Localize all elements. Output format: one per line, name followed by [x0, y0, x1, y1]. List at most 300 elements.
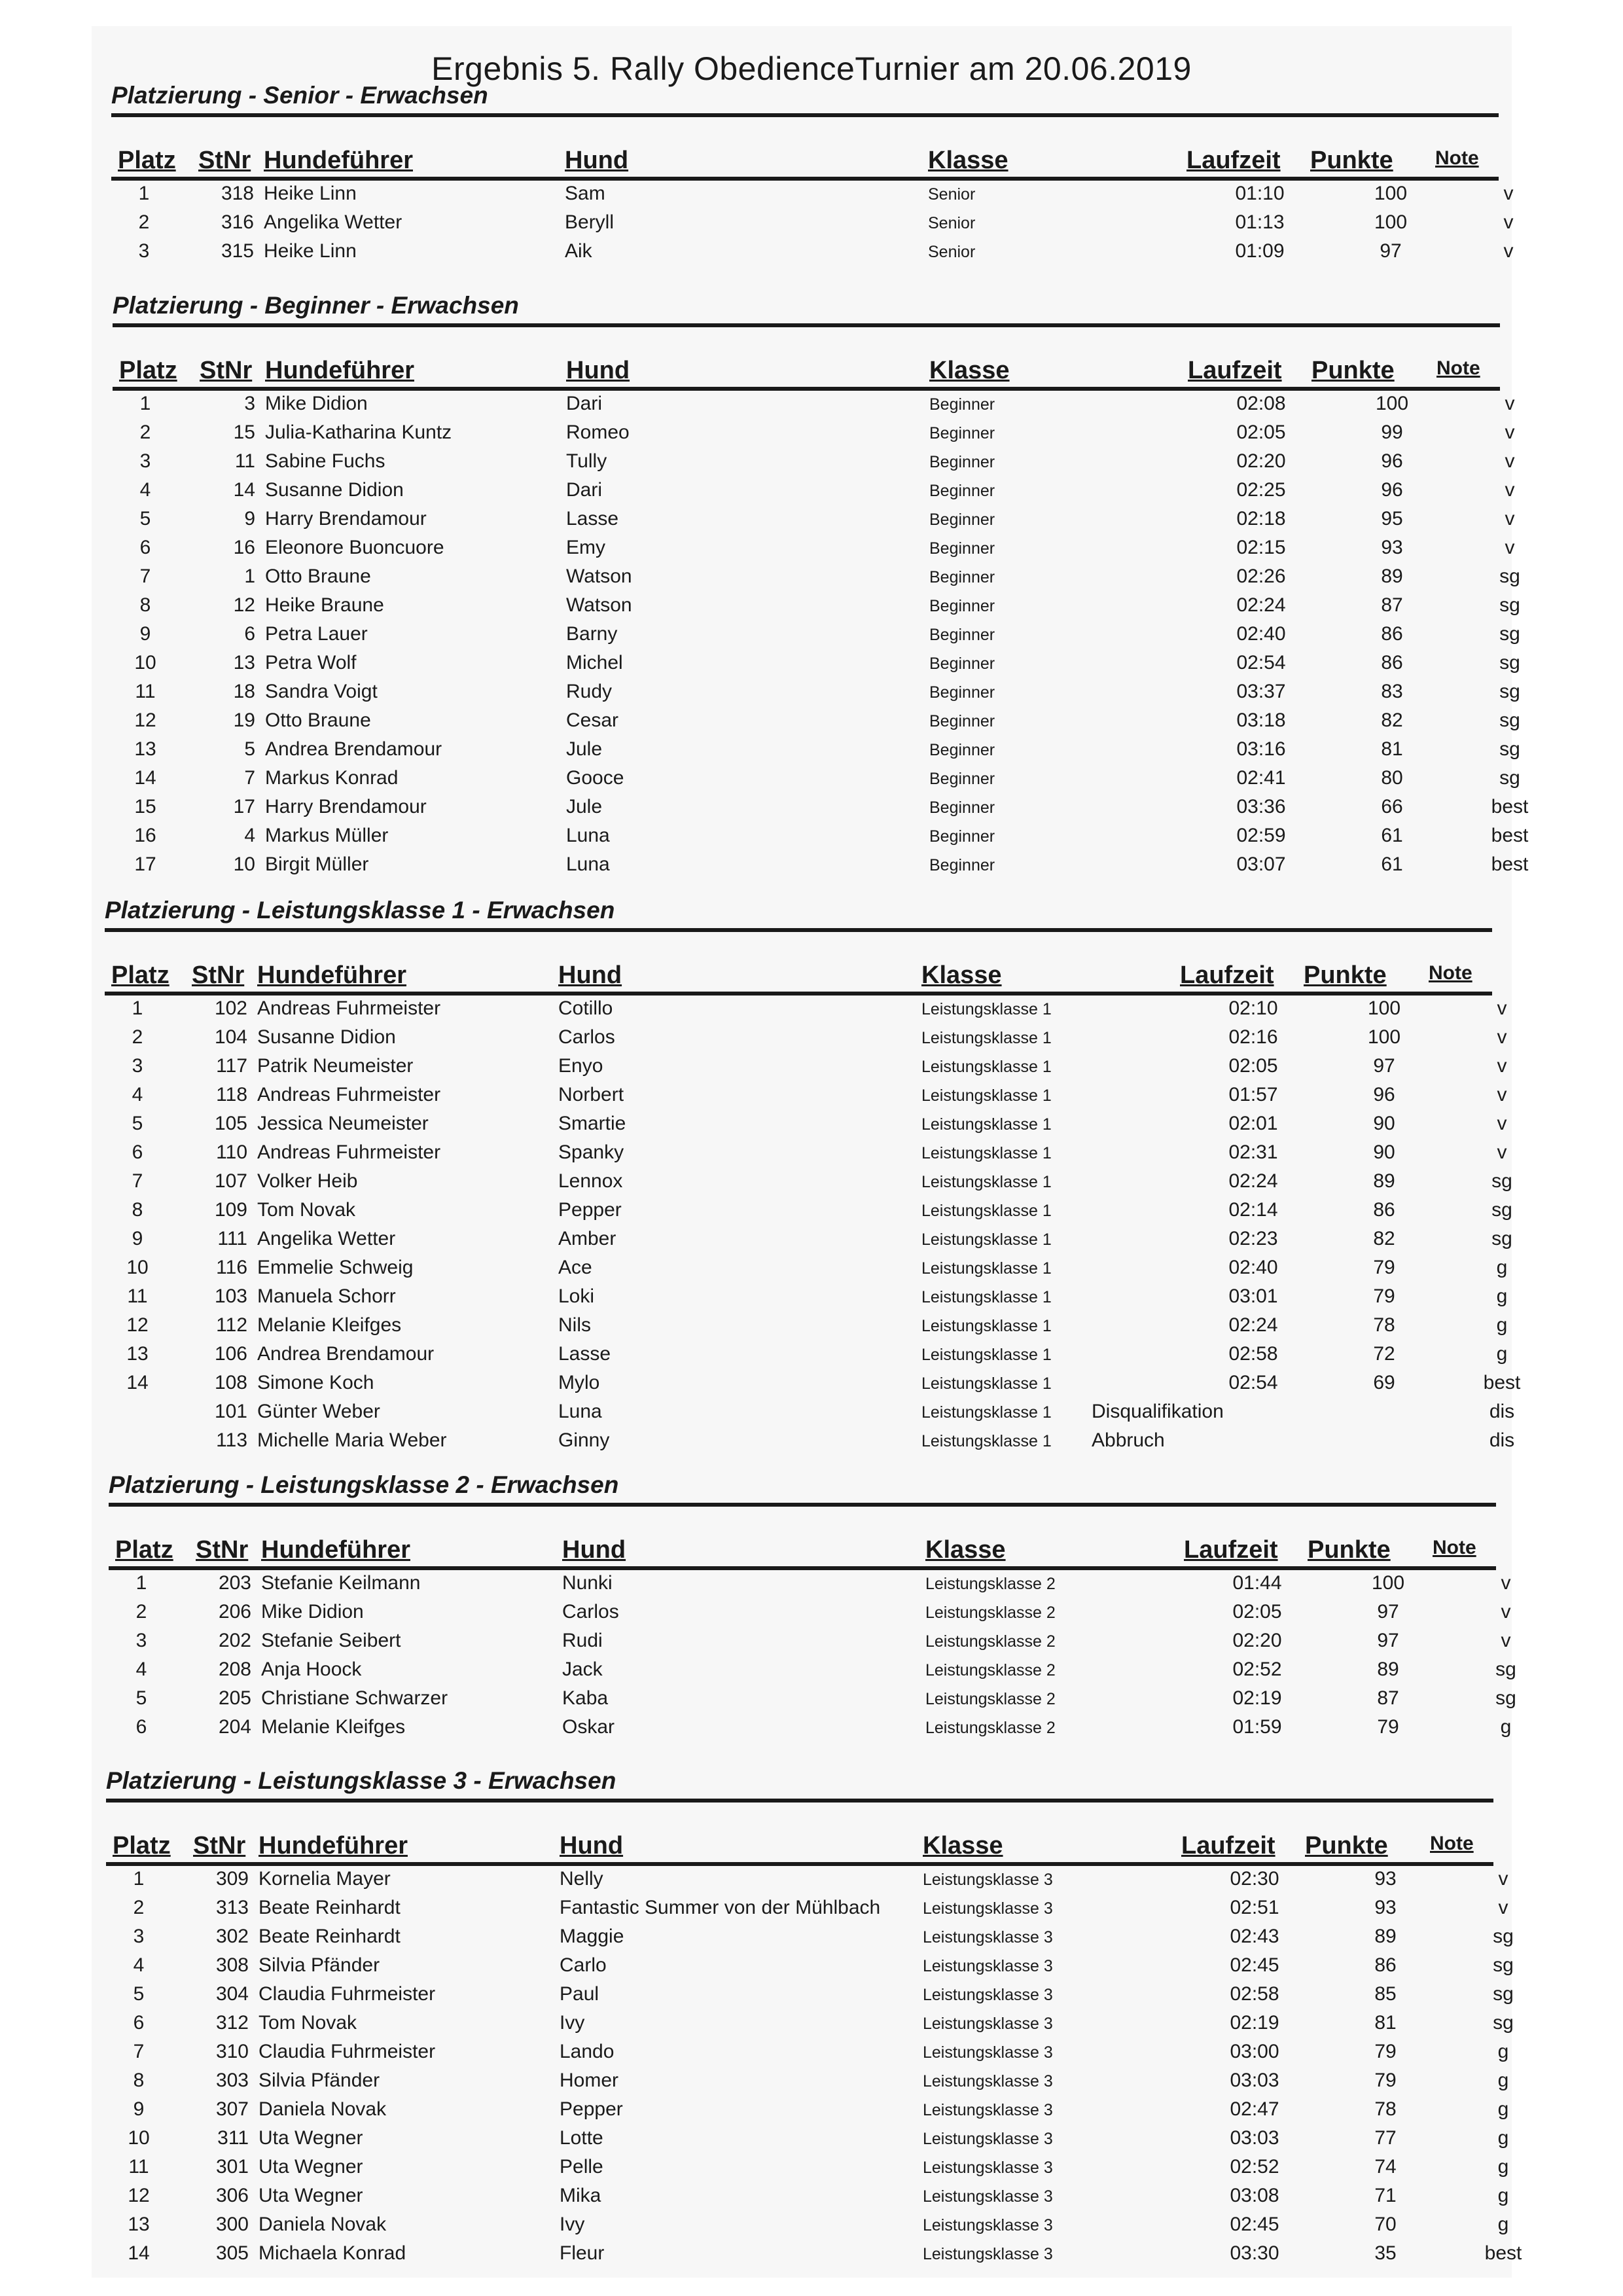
cell-klasse: Leistungsklasse 1 [921, 1432, 1052, 1450]
cell-stnr: 117 [216, 1055, 247, 1077]
cell-hund: Michel [566, 652, 623, 673]
cell-stnr: 3 [244, 393, 255, 414]
cell-stnr: 313 [215, 1897, 249, 1918]
table-row [98, 1340, 1508, 1369]
cell-hund: Nelly [560, 1868, 603, 1890]
cell-hund: Gooce [566, 767, 624, 789]
cell-platz: 6 [139, 537, 151, 558]
cell-klasse: Leistungsklasse 2 [925, 1575, 1056, 1593]
cell-hund: Barny [566, 623, 618, 645]
cell-punkte: 87 [1377, 1687, 1399, 1709]
column-header-hund: Hund [562, 1536, 626, 1564]
column-header-punkte: Punkte [1304, 961, 1387, 989]
cell-fuehrer: Silvia Pfänder [259, 1954, 380, 1976]
cell-punkte: 69 [1373, 1372, 1395, 1393]
cell-hund: Kaba [562, 1687, 609, 1709]
cell-fuehrer: Claudia Fuhrmeister [259, 1983, 436, 2005]
cell-punkte: 72 [1373, 1343, 1395, 1365]
table-row [99, 2067, 1507, 2096]
cell-klasse: Leistungsklasse 2 [925, 1690, 1056, 1708]
cell-klasse: Leistungsklasse 1 [921, 1288, 1052, 1306]
cell-klasse: Beginner [929, 827, 995, 846]
cell-punkte: 78 [1374, 2098, 1397, 2120]
cell-fuehrer: Susanne Didion [257, 1026, 396, 1048]
table-row [98, 995, 1505, 1024]
table-row [106, 851, 1529, 880]
cell-klasse: Senior [928, 214, 976, 232]
cell-klasse: Leistungsklasse 1 [921, 1346, 1052, 1364]
table-row [106, 534, 1513, 563]
cell-hund: Emy [566, 537, 605, 558]
cell-lauf: 02:01 [1228, 1113, 1278, 1134]
cell-note: v [1505, 479, 1515, 501]
cell-klasse: Beginner [929, 539, 995, 558]
table-row [106, 563, 1520, 592]
cell-klasse: Senior [928, 243, 976, 261]
cell-klasse: Leistungsklasse 3 [923, 1899, 1053, 1918]
cell-note: sg [1499, 594, 1520, 616]
table-row [102, 1627, 1509, 1656]
cell-hund: Ivy [560, 2214, 585, 2235]
cell-lauf: 02:14 [1228, 1199, 1278, 1221]
section-divider [105, 928, 1492, 932]
cell-punkte: 66 [1381, 796, 1403, 817]
cell-stnr: 305 [215, 2242, 249, 2264]
cell-lauf: 02:40 [1228, 1257, 1278, 1278]
cell-klasse: Leistungsklasse 1 [921, 1403, 1052, 1422]
cell-punkte: 61 [1381, 825, 1403, 846]
cell-lauf: 02:05 [1228, 1055, 1278, 1077]
cell-fuehrer: Sandra Voigt [265, 681, 378, 702]
table-row [99, 1923, 1514, 1952]
cell-note: v [1497, 1026, 1507, 1048]
cell-stnr: 116 [216, 1257, 247, 1278]
cell-platz: 7 [132, 1170, 143, 1192]
table-row [98, 1398, 1515, 1427]
cell-klasse: Leistungsklasse 1 [921, 1058, 1052, 1076]
table-row [106, 649, 1520, 678]
cell-note: best [1484, 2242, 1522, 2264]
cell-stnr: 15 [233, 422, 255, 443]
cell-lauf: 01:44 [1232, 1572, 1282, 1594]
cell-note: sg [1491, 1199, 1512, 1221]
table-row [106, 736, 1520, 764]
cell-platz: 7 [133, 2041, 145, 2062]
table-row [98, 1283, 1508, 1312]
cell-stnr: 203 [218, 1572, 251, 1594]
cell-fuehrer: Uta Wegner [259, 2185, 363, 2206]
column-header-fuehrer: Hundeführer [259, 1832, 408, 1859]
cell-klasse: Beginner [929, 683, 995, 702]
cell-stnr: 9 [244, 508, 255, 529]
table-row [102, 1713, 1512, 1742]
cell-note: v [1503, 211, 1514, 233]
cell-stnr: 118 [216, 1084, 247, 1105]
cell-stnr: 107 [214, 1170, 247, 1192]
cell-punkte: 97 [1377, 1630, 1399, 1651]
cell-lauf: 03:16 [1236, 738, 1286, 760]
cell-fuehrer: Julia-Katharina Kuntz [265, 422, 452, 443]
table-row [98, 1168, 1512, 1196]
cell-lauf: 03:36 [1236, 796, 1286, 817]
cell-hund: Smartie [558, 1113, 626, 1134]
cell-hund: Mika [560, 2185, 601, 2206]
cell-lauf: 03:03 [1230, 2070, 1279, 2091]
cell-klasse: Leistungsklasse 1 [921, 1173, 1052, 1191]
cell-fuehrer: Patrik Neumeister [257, 1055, 414, 1077]
cell-fuehrer: Heike Braune [265, 594, 384, 616]
cell-hund: Fantastic Summer von der Mühlbach [560, 1897, 881, 1918]
cell-stnr: 18 [233, 681, 255, 702]
cell-fuehrer: Petra Lauer [265, 623, 368, 645]
cell-punkte: 79 [1374, 2041, 1397, 2062]
cell-platz: 9 [132, 1228, 143, 1249]
cell-punkte: 95 [1381, 508, 1403, 529]
cell-platz: 6 [132, 1141, 143, 1163]
column-header-punkte: Punkte [1305, 1832, 1388, 1859]
table-row [98, 1196, 1512, 1225]
cell-hund: Lotte [560, 2127, 603, 2149]
cell-punkte: 93 [1374, 1897, 1397, 1918]
cell-note: sg [1493, 2012, 1514, 2034]
cell-punkte: 86 [1374, 1954, 1397, 1976]
cell-lauf: 02:10 [1228, 997, 1278, 1019]
section-title: Platzierung - Leistungsklasse 1 - Erwachsen [105, 897, 615, 924]
column-header-laufzeit: Laufzeit [1180, 961, 1274, 989]
cell-note: g [1496, 1314, 1508, 1336]
table-row [106, 505, 1513, 534]
cell-stnr: 204 [218, 1716, 251, 1738]
cell-klasse: Leistungsklasse 1 [921, 1317, 1052, 1335]
cell-hund: Lasse [566, 508, 619, 529]
cell-hund: Ace [558, 1257, 592, 1278]
cell-lauf: 01:09 [1235, 240, 1285, 262]
cell-lauf: 02:58 [1228, 1343, 1278, 1365]
cell-note: v [1505, 450, 1515, 472]
cell-klasse: Leistungsklasse 2 [925, 1719, 1056, 1737]
cell-klasse: Beginner [929, 741, 995, 759]
cell-lauf: 02:16 [1228, 1026, 1278, 1048]
cell-lauf: 02:45 [1230, 2214, 1279, 2235]
section-title: Platzierung - Beginner - Erwachsen [113, 292, 519, 319]
cell-fuehrer: Emmelie Schweig [257, 1257, 414, 1278]
cell-stnr: 113 [216, 1429, 247, 1451]
cell-note: v [1503, 183, 1514, 204]
cell-fuehrer: Jessica Neumeister [257, 1113, 429, 1134]
cell-platz: 4 [135, 1659, 147, 1680]
cell-platz: 10 [126, 1257, 149, 1278]
cell-klasse: Leistungsklasse 1 [921, 1374, 1052, 1393]
table-row [106, 448, 1513, 476]
table-header [105, 135, 1512, 175]
cell-note: sg [1493, 1954, 1514, 1976]
cell-lauf: 02:24 [1228, 1170, 1278, 1192]
cell-fuehrer: Heike Linn [264, 240, 357, 262]
column-header-stnr: StNr [193, 1832, 246, 1859]
cell-lauf: 03:08 [1230, 2185, 1279, 2206]
cell-note: v [1505, 422, 1515, 443]
cell-fuehrer: Simone Koch [257, 1372, 374, 1393]
cell-platz: 8 [139, 594, 151, 616]
cell-fuehrer: Andreas Fuhrmeister [257, 997, 441, 1019]
cell-status: Abbruch [1092, 1429, 1165, 1451]
cell-stnr: 13 [233, 652, 255, 673]
cell-hund: Mylo [558, 1372, 600, 1393]
column-header-note: Note [1436, 357, 1480, 379]
cell-lauf: 02:19 [1230, 2012, 1279, 2034]
cell-fuehrer: Harry Brendamour [265, 508, 427, 529]
cell-platz: 5 [135, 1687, 147, 1709]
cell-platz: 13 [128, 2214, 150, 2235]
cell-klasse: Leistungsklasse 3 [923, 1928, 1053, 1946]
cell-hund: Watson [566, 594, 632, 616]
table-row [98, 1081, 1505, 1110]
cell-stnr: 309 [215, 1868, 249, 1890]
column-header-fuehrer: Hundeführer [261, 1536, 410, 1564]
cell-stnr: 17 [233, 796, 255, 817]
table-row [102, 1598, 1509, 1627]
cell-note: g [1497, 2185, 1509, 2206]
cell-note: sg [1491, 1228, 1512, 1249]
cell-punkte: 82 [1373, 1228, 1395, 1249]
column-header-stnr: StNr [200, 357, 253, 384]
column-header-hund: Hund [558, 961, 622, 989]
cell-status: Disqualifikation [1092, 1401, 1224, 1422]
cell-stnr: 315 [221, 240, 254, 262]
cell-punkte: 80 [1381, 767, 1403, 789]
cell-punkte: 96 [1381, 450, 1403, 472]
cell-platz: 6 [135, 1716, 147, 1738]
cell-note: g [1496, 1343, 1508, 1365]
cell-lauf: 02:24 [1236, 594, 1286, 616]
cell-punkte: 79 [1374, 2070, 1397, 2091]
cell-klasse: Leistungsklasse 3 [923, 2130, 1053, 2148]
cell-platz: 6 [133, 2012, 145, 2034]
cell-hund: Beryll [565, 211, 615, 233]
cell-punkte: 86 [1381, 623, 1403, 645]
cell-klasse: Leistungsklasse 3 [923, 2216, 1053, 2234]
table-body [98, 995, 1521, 1456]
table-row [106, 592, 1520, 620]
column-header-klasse: Klasse [925, 1536, 1006, 1564]
table-row [106, 707, 1520, 736]
cell-note: g [1500, 1716, 1512, 1738]
column-header-stnr: StNr [198, 147, 251, 174]
cell-hund: Paul [560, 1983, 599, 2005]
cell-stnr: 7 [244, 767, 255, 789]
cell-lauf: 02:18 [1236, 508, 1286, 529]
column-header-fuehrer: Hundeführer [257, 961, 406, 989]
cell-punkte: 78 [1373, 1314, 1395, 1336]
cell-hund: Cesar [566, 709, 619, 731]
table-row [99, 1981, 1514, 2009]
document-title: Ergebnis 5. Rally ObedienceTurnier am 20.06.2019 [431, 50, 1192, 87]
cell-stnr: 202 [218, 1630, 251, 1651]
table-row [105, 238, 1512, 266]
cell-lauf: 02:58 [1230, 1983, 1279, 2005]
cell-platz: 11 [127, 1285, 148, 1307]
cell-punkte: 89 [1373, 1170, 1395, 1192]
cell-platz: 2 [135, 1601, 147, 1623]
cell-hund: Maggie [560, 1926, 624, 1947]
cell-fuehrer: Melanie Kleifges [261, 1716, 406, 1738]
cell-klasse: Beginner [929, 856, 995, 874]
cell-platz: 9 [139, 623, 151, 645]
cell-punkte: 96 [1381, 479, 1403, 501]
cell-platz: 3 [138, 240, 150, 262]
cell-stnr: 205 [218, 1687, 251, 1709]
table-row [102, 1570, 1509, 1598]
cell-hund: Lando [560, 2041, 615, 2062]
table-row [99, 2009, 1514, 2038]
column-header-platz: Platz [119, 357, 177, 384]
cell-platz: 1 [133, 1868, 145, 1890]
cell-hund: Carlo [560, 1954, 607, 1976]
cell-lauf: 02:45 [1230, 1954, 1279, 1976]
table-header [99, 1821, 1507, 1860]
cell-fuehrer: Beate Reinhardt [259, 1897, 401, 1918]
cell-platz: 14 [126, 1372, 149, 1393]
table-row [99, 1894, 1507, 1923]
column-header-hund: Hund [566, 357, 630, 384]
cell-hund: Luna [566, 825, 610, 846]
cell-hund: Spanky [558, 1141, 624, 1163]
cell-fuehrer: Markus Müller [265, 825, 389, 846]
cell-hund: Luna [566, 853, 610, 875]
cell-lauf: 02:25 [1236, 479, 1286, 501]
cell-note: dis [1489, 1429, 1515, 1451]
cell-lauf: 02:20 [1232, 1630, 1282, 1651]
cell-lauf: 02:52 [1232, 1659, 1282, 1680]
cell-klasse: Leistungsklasse 3 [923, 2043, 1053, 2062]
cell-lauf: 02:43 [1230, 1926, 1279, 1947]
column-header-hund: Hund [560, 1832, 624, 1859]
cell-punkte: 89 [1374, 1926, 1397, 1947]
cell-stnr: 4 [244, 825, 255, 846]
cell-lauf: 03:07 [1236, 853, 1286, 875]
cell-klasse: Senior [928, 185, 976, 204]
column-header-note: Note [1435, 147, 1479, 169]
cell-klasse: Beginner [929, 424, 995, 442]
cell-note: g [1497, 2098, 1509, 2120]
cell-platz: 9 [133, 2098, 145, 2120]
cell-hund: Aik [565, 240, 592, 262]
cell-punkte: 89 [1381, 565, 1403, 587]
cell-hund: Jule [566, 796, 603, 817]
cell-fuehrer: Tom Novak [259, 2012, 357, 2034]
cell-punkte: 81 [1374, 2012, 1397, 2034]
cell-punkte: 79 [1373, 1257, 1395, 1278]
cell-stnr: 208 [218, 1659, 251, 1680]
cell-note: v [1497, 1055, 1507, 1077]
cell-note: dis [1489, 1401, 1515, 1422]
table-header [102, 1525, 1509, 1564]
cell-lauf: 03:37 [1236, 681, 1286, 702]
table-row [106, 822, 1529, 851]
table-body [102, 1570, 1516, 1742]
cell-fuehrer: Uta Wegner [259, 2156, 363, 2178]
table-row [99, 2211, 1507, 2240]
table-row [106, 793, 1529, 822]
cell-platz: 5 [139, 508, 151, 529]
cell-platz: 2 [132, 1026, 143, 1048]
table-row [98, 1110, 1505, 1139]
cell-note: best [1491, 853, 1529, 875]
table-row [106, 419, 1513, 448]
cell-fuehrer: Christiane Schwarzer [261, 1687, 448, 1709]
column-header-punkte: Punkte [1310, 147, 1393, 174]
cell-punkte: 70 [1374, 2214, 1397, 2235]
cell-platz: 3 [139, 450, 151, 472]
cell-punkte: 86 [1373, 1199, 1395, 1221]
cell-lauf: 03:03 [1230, 2127, 1279, 2149]
section-divider [113, 323, 1500, 327]
cell-stnr: 300 [215, 2214, 249, 2235]
cell-platz: 1 [132, 997, 143, 1019]
table-row [106, 764, 1520, 793]
cell-platz: 2 [139, 422, 151, 443]
table-row [99, 2125, 1507, 2153]
cell-note: best [1491, 796, 1529, 817]
cell-platz: 2 [138, 211, 150, 233]
cell-stnr: 302 [215, 1926, 249, 1947]
cell-platz: 16 [134, 825, 156, 846]
table-row [98, 1225, 1512, 1254]
cell-hund: Oskar [562, 1716, 615, 1738]
cell-note: best [1483, 1372, 1521, 1393]
cell-lauf: 02:54 [1228, 1372, 1278, 1393]
cell-stnr: 19 [233, 709, 255, 731]
cell-klasse: Beginner [929, 395, 995, 414]
table-row [98, 1254, 1508, 1283]
cell-hund: Tully [566, 450, 607, 472]
cell-klasse: Beginner [929, 626, 995, 644]
cell-klasse: Leistungsklasse 1 [921, 1230, 1052, 1249]
table-row [98, 1139, 1505, 1168]
cell-stnr: 206 [218, 1601, 251, 1623]
cell-hund: Loki [558, 1285, 595, 1307]
cell-fuehrer: Andrea Brendamour [265, 738, 442, 760]
cell-fuehrer: Angelika Wetter [264, 211, 402, 233]
cell-lauf: 02:26 [1236, 565, 1286, 587]
column-header-punkte: Punkte [1308, 1536, 1391, 1564]
cell-stnr: 311 [217, 2127, 249, 2149]
cell-fuehrer: Otto Braune [265, 709, 371, 731]
cell-klasse: Leistungsklasse 3 [923, 2187, 1053, 2206]
cell-note: g [1497, 2041, 1509, 2062]
cell-platz: 8 [132, 1199, 143, 1221]
cell-note: g [1497, 2127, 1509, 2149]
cell-platz: 2 [133, 1897, 145, 1918]
cell-klasse: Leistungsklasse 2 [925, 1632, 1056, 1651]
cell-note: v [1503, 240, 1514, 262]
cell-fuehrer: Claudia Fuhrmeister [259, 2041, 436, 2062]
cell-note: sg [1499, 565, 1520, 587]
cell-note: v [1501, 1601, 1511, 1623]
cell-klasse: Leistungsklasse 3 [923, 2072, 1053, 2090]
cell-hund: Enyo [558, 1055, 603, 1077]
cell-fuehrer: Otto Braune [265, 565, 371, 587]
cell-punkte: 100 [1374, 183, 1408, 204]
cell-note: g [1497, 2214, 1509, 2235]
cell-fuehrer: Birgit Müller [265, 853, 369, 875]
cell-note: v [1501, 1630, 1511, 1651]
cell-platz: 1 [139, 393, 151, 414]
cell-klasse: Leistungsklasse 1 [921, 1029, 1052, 1047]
cell-fuehrer: Beate Reinhardt [259, 1926, 401, 1947]
cell-hund: Jule [566, 738, 603, 760]
cell-platz: 12 [134, 709, 156, 731]
